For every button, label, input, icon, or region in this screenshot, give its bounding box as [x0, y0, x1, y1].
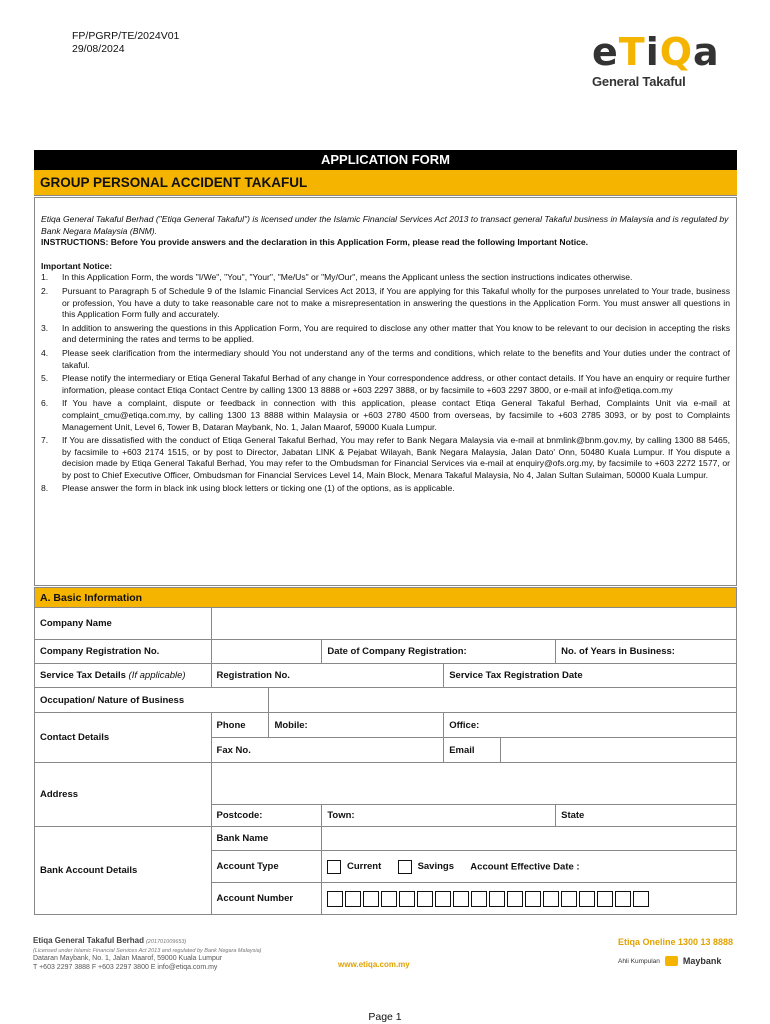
company-reg-no-field[interactable] — [211, 640, 322, 664]
account-number-digit-box[interactable] — [561, 891, 577, 907]
form-title: APPLICATION FORM — [34, 150, 737, 170]
account-number-digit-box[interactable] — [597, 891, 613, 907]
account-number-digit-box[interactable] — [435, 891, 451, 907]
ahli-kumpulan-text: Ahli Kumpulan — [618, 957, 660, 965]
account-number-digit-box[interactable] — [471, 891, 487, 907]
company-name-field[interactable] — [211, 608, 736, 640]
maybank-tiger-icon — [665, 956, 678, 966]
years-in-business-field[interactable]: No. of Years in Business: — [556, 640, 737, 664]
account-number-digit-box[interactable] — [633, 891, 649, 907]
postcode-field[interactable]: Postcode: — [211, 805, 322, 827]
notice-item: 2. Pursuant to Paragraph 5 of Schedule 9 of the Islamic Financial Services Act 2013, if You are applying for this Takaful wholly for the purposes unrelated to Your trade, business or profession, You have a duty to take reasonable care not to make a misrepresentation in answering the questions in the Application Form. You must answer all questions in this Application Form fully and accurately. — [41, 285, 730, 320]
current-checkbox[interactable] — [327, 860, 341, 874]
account-number-digit-box[interactable] — [345, 891, 361, 907]
footer-contacts: T +603 2297 3888 F +603 2297 3800 E info@etiqa.com.my — [33, 963, 218, 971]
notice-list — [41, 272, 730, 495]
account-number-digit-box[interactable] — [543, 891, 559, 907]
address-label: Address — [35, 763, 212, 827]
license-statement: Etiqa General Takaful Berhad ("Etiqa General Takaful") is licensed under the Islamic Financial Services Act 2013 to transact general Takaful business in Malaysia and is regulated by Bank Negara Malaysia (BNM). — [41, 214, 729, 236]
section-a-title: A. Basic Information — [35, 588, 737, 608]
account-number-boxes — [327, 891, 731, 907]
reference-code: FP/PGRP/TE/2024V01 — [72, 30, 180, 42]
office-field[interactable]: Office: — [444, 713, 737, 738]
page-number: Page 1 — [368, 1011, 402, 1023]
important-notice-title: Important Notice: — [41, 260, 113, 271]
savings-checkbox[interactable] — [398, 860, 412, 874]
document-reference — [72, 30, 179, 56]
account-number-label: Account Number — [211, 883, 322, 915]
phone-label: Phone — [211, 713, 269, 738]
notice-item: 7. If You are dissatisfied with the conduct of Etiqa General Takaful Berhad, You may refer to Bank Negara Malaysia via e-mail at bnmlink@bnm.gov.my, by calling 1300 88 5465, by facsimile to +603 2174 1515, or by post to Director, Jabatan LINK & Pejabat Wilayah, Bank Negara Malaysia, Jalan Dato' Onn, 50480 Kuala Lumpur. If You dispute a decision made by Etiqa General Takaful Berhad, You may refer to the Ombudsman for Financial Services via e-mail at enquiry@ofs.org.my, by facsimile to +603 2272 1577, or by post to Chief Executive Officer, Ombudsman for Financial Services Level 14, Main Block, Menara Takaful Malaysia, No 4, Jalan Sultan Sulaiman, 50000 Kuala Lumpur. — [41, 435, 730, 480]
footer-company-info: Etiqa General Takaful Berhad (201701009653) (Licensed under Islamic Financial Services Act 2013 and regulated by Bank Negara Malaysia) Dataran Maybank, No. 1, Jalan Maarof, 59000 Kuala Lumpur T +603 2297 3888 F +603 2297 3800 E info@etiqa.com.my — [33, 936, 262, 971]
account-number-digit-box[interactable] — [399, 891, 415, 907]
reference-date: 29/08/2024 — [72, 43, 125, 55]
address-field[interactable] — [211, 763, 736, 805]
instructions: INSTRUCTIONS: Before You provide answers and the declaration in this Application Form, please read the following Important Notice. — [41, 237, 589, 248]
state-field[interactable]: State — [556, 805, 737, 827]
account-number-digit-box[interactable] — [525, 891, 541, 907]
notice-item: 1. In this Application Form, the words "I/We", "You", "Your", "Me/Us" or "My/Our", means the Applicant unless the section instructions indicates otherwise. — [41, 272, 633, 283]
notice-item: 8. Please answer the form in black ink using block letters or ticking one (1) of the options, as is applicable. — [41, 483, 455, 494]
company-name-label: Company Name — [35, 608, 212, 640]
notice-item: 4. Please seek clarification from the intermediary should You not understand any of the terms and conditions, which relate to the benefits and Your duties under the contract of takaful. — [41, 347, 730, 370]
fax-field[interactable]: Fax No. — [211, 738, 444, 763]
footer-address: Dataran Maybank, No. 1, Jalan Maarof, 59000 Kuala Lumpur — [33, 955, 223, 963]
bank-name-field[interactable] — [322, 827, 737, 851]
contact-details-label: Contact Details — [35, 713, 212, 763]
form-subtitle: GROUP PERSONAL ACCIDENT TAKAFUL — [34, 170, 737, 196]
basic-information-table — [34, 587, 737, 915]
account-number-digit-box[interactable] — [381, 891, 397, 907]
account-number-digit-box[interactable] — [363, 891, 379, 907]
introduction-box — [34, 197, 737, 586]
service-tax-label: Service Tax Details (If applicable) — [35, 664, 212, 688]
mobile-field[interactable]: Mobile: — [269, 713, 444, 738]
date-of-registration-field[interactable]: Date of Company Registration: — [322, 640, 556, 664]
footer-license-note: (Licensed under Islamic Financial Services Act 2013 and regulated by Bank Negara Malaysia) — [33, 947, 262, 954]
account-number-field — [322, 883, 737, 915]
town-field[interactable]: Town: — [322, 805, 556, 827]
footer-website[interactable]: www.etiqa.com.my — [338, 960, 410, 969]
maybank-group-badge — [618, 956, 721, 966]
email-field[interactable] — [501, 738, 737, 763]
registration-no-field[interactable]: Registration No. — [211, 664, 444, 688]
footer-company-name: Etiqa General Takaful Berhad — [33, 936, 144, 945]
bank-name-label: Bank Name — [211, 827, 322, 851]
current-label: Current — [346, 861, 382, 873]
notice-item: 6. If You have a complaint, dispute or feedback in connection with this application, please contact Etiqa General Takaful Berhad, Complaints Unit via e-mail at complaint_cmu@etiqa.com.my, by calling 1300 13 8888 within Malaysia or +603 2780 4500 from overseas, by facsimile to +603 2785 3093, or by post to Complaints Management Unit, Level 6, Tower B, Dataran Maybank, No. 1, Jalan Maarof, 59000 Kuala Lumpur. — [41, 398, 730, 432]
account-effective-date-label: Account Effective Date : — [470, 861, 580, 873]
etiqa-logo — [592, 30, 720, 89]
service-tax-reg-date-field[interactable]: Service Tax Registration Date — [444, 664, 737, 688]
account-number-digit-box[interactable] — [417, 891, 433, 907]
account-number-digit-box[interactable] — [327, 891, 343, 907]
account-number-digit-box[interactable] — [615, 891, 631, 907]
account-type-label: Account Type — [211, 851, 322, 883]
occupation-field[interactable] — [269, 688, 737, 713]
account-number-digit-box[interactable] — [489, 891, 505, 907]
company-reg-no-label: Company Registration No. — [35, 640, 212, 664]
footer-hotline: Etiqa Oneline 1300 13 8888 — [618, 937, 734, 947]
logo-subtitle: General Takaful — [592, 74, 686, 89]
savings-label: Savings — [417, 861, 454, 873]
bank-account-details-label: Bank Account Details — [35, 827, 212, 915]
maybank-wordmark: Maybank — [682, 956, 722, 966]
notice-item: 5. Please notify the intermediary or Etiqa General Takaful Berhad of any change in Your correspondence address, or other contact details. If You have an enquiry or require further information, please contact Etiqa Contact Centre by calling 1300 13 8888 or +603 2297 3888, or by facsimile to +603 2297 3800, or e-mail at info@etiqa.com.my — [41, 373, 730, 395]
email-label: Email — [444, 738, 501, 763]
account-number-digit-box[interactable] — [507, 891, 523, 907]
occupation-label: Occupation/ Nature of Business — [35, 688, 269, 713]
account-number-digit-box[interactable] — [579, 891, 595, 907]
account-number-digit-box[interactable] — [453, 891, 469, 907]
account-type-options — [322, 851, 737, 883]
notice-item: 3. In addition to answering the questions in this Application Form, You are required to disclose any other matter that You know to be relevant to our decision in accepting the risks and determining the rates and terms to be applied. — [41, 322, 730, 345]
logo-wordmark: eTiQa — [592, 30, 720, 74]
